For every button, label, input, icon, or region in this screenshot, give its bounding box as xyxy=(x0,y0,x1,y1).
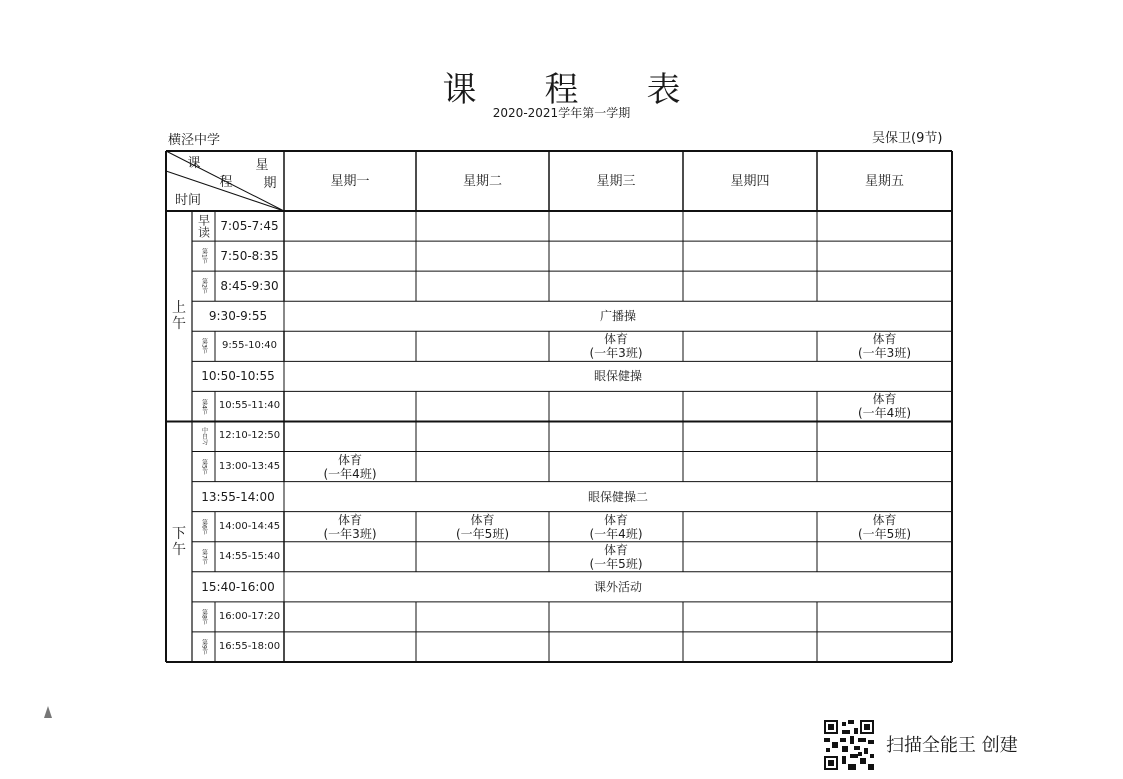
period-time: 14:00-14:45 xyxy=(218,520,281,532)
lesson-class: (一年4班) xyxy=(589,526,643,541)
term-subtitle: 2020-2021学年第一学期 xyxy=(492,106,631,120)
break-time: 9:30-9:55 xyxy=(208,309,268,324)
school-name: 横泾中学 xyxy=(168,133,221,148)
section-morning: 上午 xyxy=(172,300,186,333)
period-time: 12:10-12:50 xyxy=(218,430,281,442)
lesson-class: (一年4班) xyxy=(323,466,377,481)
lesson-subject: 体育 xyxy=(603,512,628,527)
scan-artifact-mark xyxy=(44,706,52,718)
period-label: 第1节 xyxy=(200,248,208,264)
period-label: 第5节 xyxy=(200,458,208,475)
lesson-cell xyxy=(549,331,683,361)
corner-label-cheng: 程 xyxy=(219,174,233,190)
break-activity: 眼保健操二 xyxy=(587,489,648,504)
lesson-subject: 体育 xyxy=(337,452,362,467)
lesson-cell xyxy=(284,452,416,482)
period-label: 第9节 xyxy=(200,639,208,655)
lesson-cell xyxy=(549,512,683,542)
period-time: 9:55-10:40 xyxy=(222,340,277,352)
title-char: 程 xyxy=(544,70,579,110)
corner-label-qi: 期 xyxy=(263,175,277,191)
period-label: 第6节 xyxy=(200,518,208,535)
scanner-watermark: 扫描全能王 创建 xyxy=(886,735,1018,756)
lesson-class: (一年5班) xyxy=(456,526,509,541)
period-label: 第3节 xyxy=(200,338,208,355)
lesson-cell xyxy=(817,512,952,542)
lesson-class: (一年3班) xyxy=(589,346,643,361)
lesson-subject: 体育 xyxy=(872,332,897,347)
period-time: 13:00-13:45 xyxy=(218,460,281,472)
corner-label-time: 时间 xyxy=(174,192,201,208)
period-label: 早读 xyxy=(196,214,211,239)
lesson-class: (一年5班) xyxy=(589,556,643,571)
lesson-class: (一年4班) xyxy=(858,406,911,421)
period-label: 第4节 xyxy=(200,398,208,415)
lesson-subject: 体育 xyxy=(470,512,495,527)
break-time: 13:55-14:00 xyxy=(201,489,275,504)
day-header: 星期三 xyxy=(596,173,636,189)
period-time: 16:55-18:00 xyxy=(218,640,281,652)
break-time: 15:40-16:00 xyxy=(201,579,275,594)
period-label: 第2节 xyxy=(200,278,208,295)
lesson-class: (一年5班) xyxy=(858,526,911,541)
teacher-name: 吴保卫(9节) xyxy=(872,131,943,146)
period-time: 16:00-17:20 xyxy=(218,610,281,622)
title-char: 表 xyxy=(646,70,681,110)
break-activity: 眼保健操 xyxy=(593,369,642,384)
day-header: 星期五 xyxy=(864,173,904,189)
break-activity: 课外活动 xyxy=(593,579,642,594)
section-afternoon: 下午 xyxy=(172,525,186,558)
lesson-subject: 体育 xyxy=(337,512,362,527)
lesson-cell xyxy=(549,542,683,572)
lesson-subject: 体育 xyxy=(872,392,897,407)
lesson-subject: 体育 xyxy=(872,512,897,527)
break-activity: 广播操 xyxy=(599,309,636,324)
period-label: 第7节 xyxy=(200,548,208,565)
day-header: 星期二 xyxy=(462,173,502,189)
corner-label-xing: 星 xyxy=(255,157,269,173)
lesson-subject: 体育 xyxy=(603,332,628,347)
period-time: 7:50-8:35 xyxy=(220,249,279,264)
qr-code-icon xyxy=(824,720,874,770)
title-char: 课 xyxy=(442,70,477,110)
day-header: 星期四 xyxy=(730,173,770,189)
period-time: 8:45-9:30 xyxy=(220,279,279,294)
lesson-cell xyxy=(817,331,952,361)
lesson-subject: 体育 xyxy=(603,542,628,557)
lesson-class: (一年3班) xyxy=(323,526,377,541)
lesson-cell xyxy=(817,391,952,421)
lesson-cell xyxy=(284,512,416,542)
corner-label-ke: 课 xyxy=(187,155,201,171)
period-time: 7:05-7:45 xyxy=(220,219,279,234)
period-time: 14:55-15:40 xyxy=(218,550,281,562)
period-label: 中自习 xyxy=(200,427,208,446)
day-header: 星期一 xyxy=(330,173,370,189)
period-time: 10:55-11:40 xyxy=(218,400,281,412)
lesson-class: (一年3班) xyxy=(858,346,911,361)
lesson-cell xyxy=(416,512,549,542)
break-time: 10:50-10:55 xyxy=(201,369,275,384)
period-label: 第8节 xyxy=(200,608,208,625)
